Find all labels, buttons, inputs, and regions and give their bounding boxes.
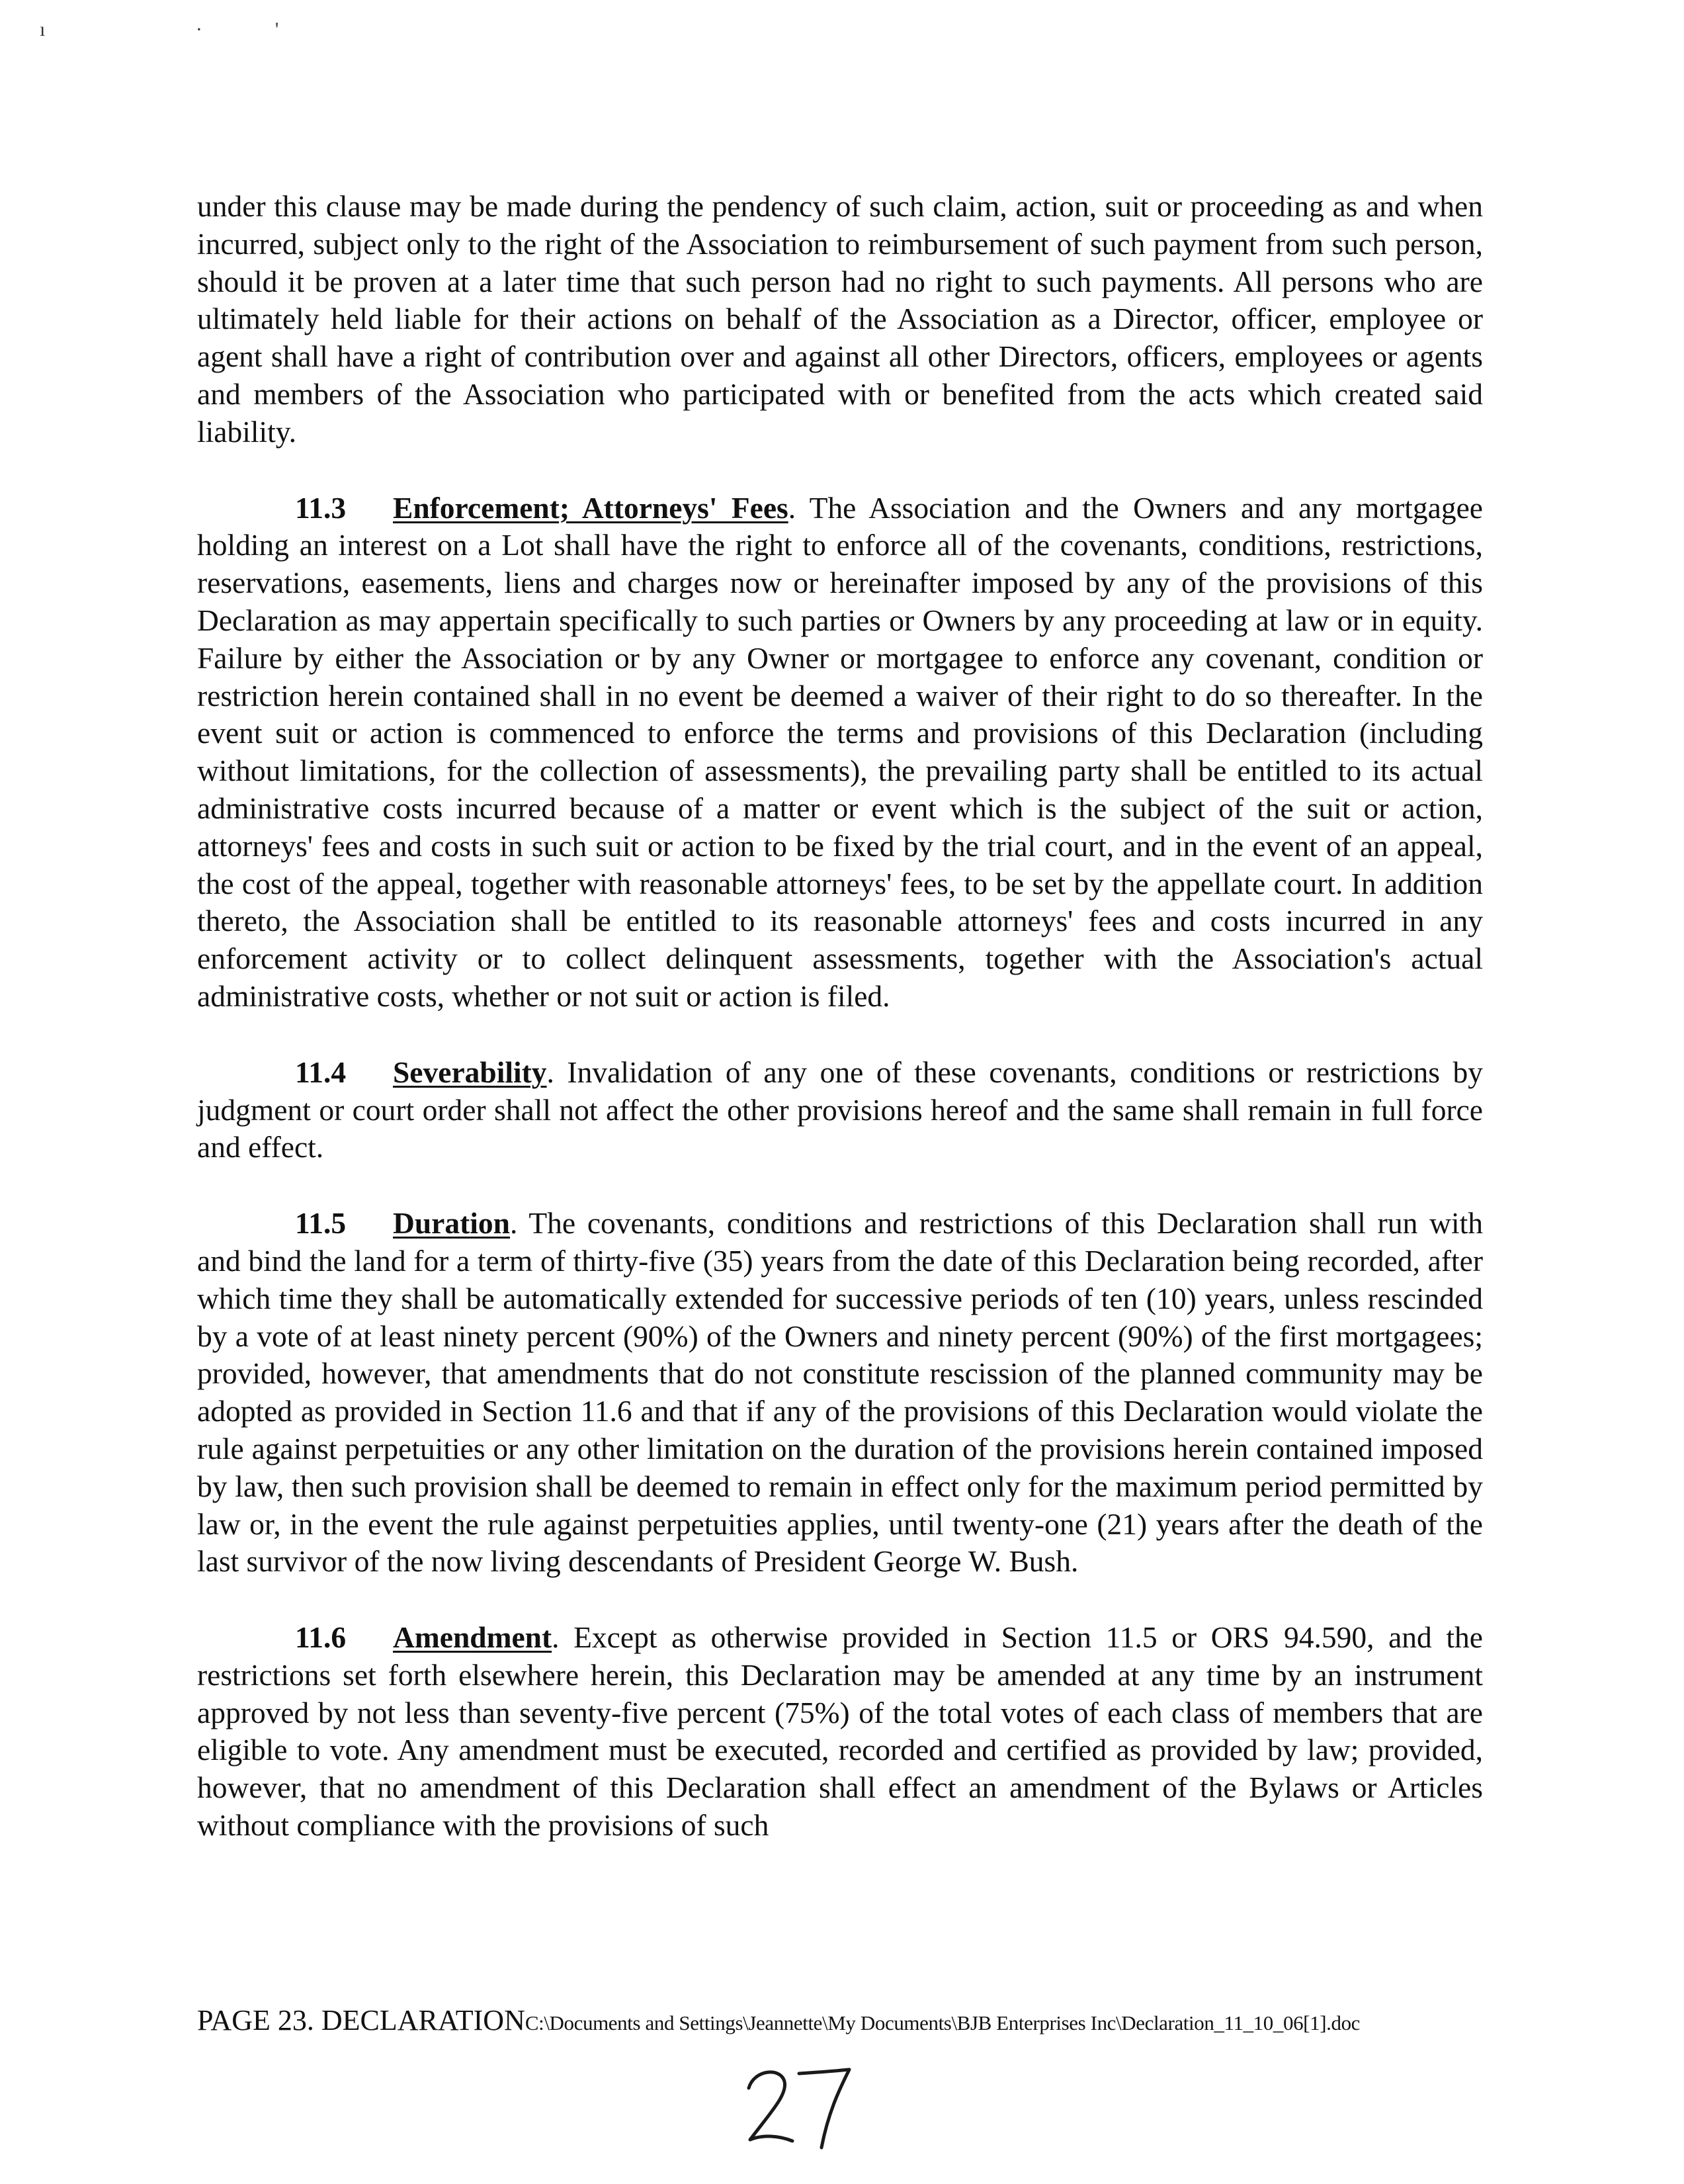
section-number: 11.5 (295, 1206, 347, 1241)
section-number: 11.4 (295, 1055, 347, 1089)
section-11-6: 11.6 Amendment. Except as otherwise provided in Section 11.5 or ORS 94.590, and the restrictions set forth elsewhere herein, this Declaration may be amended at any time by an instrument approved by not less than seventy-five percent (75%) of the total votes of each class of members that are eligible to vote. Any amendment must be executed, recorded and certified as provided by law; provided, however, that no amendment of this Declaration shall effect an amendment of the Bylaws or Articles without compliance with the provisions of such (197, 1620, 1484, 1843)
page-footer (197, 2003, 1360, 2040)
section-title: Enforcement; Attorneys' Fees (393, 490, 788, 525)
section-number: 11.6 (295, 1620, 347, 1655)
section-title: Severability (393, 1055, 547, 1089)
section-11-4: 11.4 Severability. Invalidation of any one of these covenants, conditions or restrictions by judgment or court order shall not affect the other provisions hereof and the same shall remain in full force and effect. (197, 1055, 1484, 1164)
footer-page-label: PAGE 23. DECLARATION (197, 2004, 525, 2036)
section-11-3: 11.3 Enforcement; Attorneys' Fees. The Association and the Owners and any mortgagee holding an interest on a Lot shall have the right to enforce all of the covenants, conditions, restrictions, reservations, easements, liens and charges now or hereinafter imposed by any of the provisions of this Declaration as may appertain specifically to such parties or Owners by any proceeding at law or in equity. Failure by either the Association or by any Owner or mortgagee to enforce any covenant, condition or restriction herein contained shall in no event be deemed a waiver of their right to do so thereafter. In the event suit or action is commenced to enforce the terms and provisions of this Declaration (including without limitations, for the collection of assessments), the prevailing party shall be entitled to its actual administrative costs incurred because of a matter or event which is the subject of the suit or action, attorneys' fees and costs in such suit or action to be fixed by the trial court, and in the event of an appeal, the cost of the appeal, together with reasonable attorneys' fees, to be set by the appellate court. In addition thereto, the Association shall be entitled to its reasonable attorneys' fees and costs incurred in any enforcement activity or to collect delinquent assessments, together with the Association's actual administrative costs, whether or not suit or action is filed. (197, 490, 1483, 1013)
section-text: The Association and the Owners and any mortgagee holding an interest on a Lot shall have the right to enforce all of the covenants, conditions, restrictions, reservations, easements, liens and charges now or hereinafter imposed by any of the provisions of this Declaration as may appertain specifically to such parties or Owners by any proceeding at law or in equity. Failure by either the Association or by any Owner or mortgagee to enforce any covenant, condition or restriction herein contained shall in no event be deemed a waiver of their right to do so thereafter. In the event suit or action is commenced to enforce the terms and provisions of this Declaration (including without limitations, for the collection of assessments), the prevailing party shall be entitled to its actual administrative costs incurred because of a matter or event which is the subject of the suit or action, attorneys' fees and costs in such suit or action to be fixed by the trial court, and in the event of an appeal, the cost of the appeal, together with reasonable attorneys' fees, to be set by the appellate court. In addition thereto, the Association shall be entitled to its reasonable attorneys' fees and costs incurred in any enforcement activity or to collect delinquent assessments, together with the Association's actual administrative costs, whether or not suit or action is filed. (197, 490, 1483, 1013)
section-text: Except as otherwise provided in Section 11.5 or ORS 94.590, and the restrictions set forth elsewhere herein, this Declaration may be amended at any time by an instrument approved by not less than seventy-five percent (75%) of the total votes of each class of members that are eligible to vote. Any amendment must be executed, recorded and certified as provided by law; provided, however, that no amendment of this Declaration shall effect an amendment of the Bylaws or Articles without compliance with the provisions of such (197, 1620, 1484, 1843)
section-title: Duration (393, 1206, 510, 1241)
section-number: 11.3 (295, 490, 347, 525)
section-title: Amendment (393, 1620, 552, 1655)
handwritten-page-number (739, 2058, 859, 2157)
footer-file-path: C:\Documents and Settings\Jeannette\My Documents\BJB Enterprises Inc\Declaration_11_10_06[1].doc (525, 2011, 1361, 2034)
continuation-paragraph: under this clause may be made during the pendency of such claim, action, suit or proceeding as and when incurred, subject only to the right of the Association to reimbursement of such payment from such person, should it be proven at a later time that such person had no right to such payments. All persons who are ultimately held liable for their actions on behalf of the Association as a Director, officer, employee or agent shall have a right of contribution over and against all other Directors, officers, employees or agents and members of the Association who participated with or benefited from the acts which created said liability. (197, 189, 1483, 449)
section-text: The covenants, conditions and restrictions of this Declaration shall run with and bind the land for a term of thirty-five (35) years from the date of this Declaration being recorded, after which time they shall be automatically extended for successive periods of ten (10) years, unless rescinded by a vote of at least ninety percent (90%) of the Owners and ninety percent (90%) of the first mortgagees; provided, however, that amendments that do not constitute rescission of the planned community may be adopted as provided in Section 11.6 and that if any of the provisions of this Declaration would violate the rule against perpetuities or any other limitation on the duration of the provisions herein contained imposed by law, then such provision shall be deemed to remain in effect only for the maximum period permitted by law or, in the event the rule against perpetuities applies, until twenty-one (21) years after the death of the last survivor of the now living descendants of President George W. Bush. (197, 1206, 1483, 1579)
document-body (197, 188, 1483, 1845)
section-text: Invalidation of any one of these covenants, conditions or restrictions by judgment or court order shall not affect the other provisions hereof and the same shall remain in full force and effect. (197, 1055, 1484, 1164)
scan-corner-marks: ı ·' (40, 19, 352, 40)
section-11-5: 11.5 Duration. The covenants, conditions and restrictions of this Declaration shall run with and bind the land for a term of thirty-five (35) years from the date of this Declaration being recorded, after which time they shall be automatically extended for successive periods of ten (10) years, unless rescinded by a vote of at least ninety percent (90%) of the Owners and ninety percent (90%) of the first mortgagees; provided, however, that amendments that do not constitute rescission of the planned community may be adopted as provided in Section 11.6 and that if any of the provisions of this Declaration would violate the rule against perpetuities or any other limitation on the duration of the provisions herein contained imposed by law, then such provision shall be deemed to remain in effect only for the maximum period permitted by law or, in the event the rule against perpetuities applies, until twenty-one (21) years after the death of the last survivor of the now living descendants of President George W. Bush. (197, 1206, 1483, 1579)
